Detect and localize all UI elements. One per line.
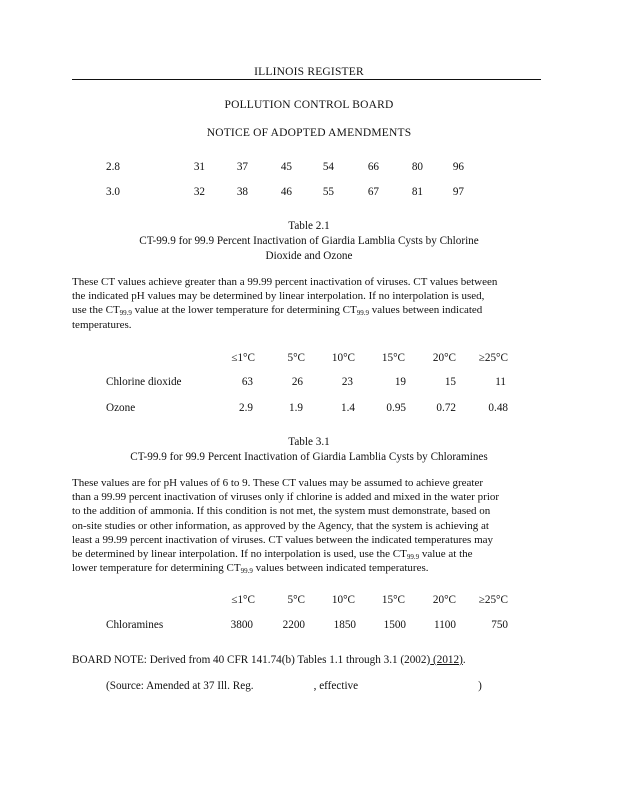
table-title-cont: Dioxide and Ozone — [265, 250, 353, 262]
board-note-text: BOARD NOTE: Derived from 40 CFR 141.74(b) Tables 1.1 through 3.1 (2002) — [72, 654, 431, 666]
para-line: on-site studies or other information, as approved by the Agency, that the system is achieving at — [72, 519, 489, 532]
row-label: Chloramines — [106, 619, 164, 631]
table-cell: 66 — [367, 161, 379, 173]
source-text: (Source: Amended at 37 Ill. Reg. — [106, 680, 254, 692]
table-cell: 1850 — [333, 619, 356, 631]
column-header: 5°C — [287, 352, 305, 364]
table-row — [0, 619, 618, 635]
para-line: temperatures. — [72, 318, 132, 331]
column-header: 15°C — [381, 594, 405, 606]
table-cell: 63 — [241, 376, 253, 388]
table-title: CT-99.9 for 99.9 Percent Inactivation of Giardia Lamblia Cysts by Chlorine — [139, 235, 479, 247]
para-line: These values are for pH values of 6 to 9. These CT values may be assumed to achieve greater — [72, 477, 484, 489]
table-header-row — [0, 352, 618, 368]
board-note-inserted: (2012) — [430, 654, 463, 666]
table-cell: 0.48 — [488, 402, 508, 414]
para-text: values between indicated — [368, 304, 483, 317]
column-header: ≥25°C — [478, 594, 508, 606]
table-cell: 46 — [280, 186, 292, 198]
table21-paragraph — [72, 275, 540, 332]
para-text: lower temperature for determining CT — [72, 562, 241, 575]
row-label: 3.0 — [106, 186, 120, 198]
notice-title: NOTICE OF ADOPTED AMENDMENTS — [206, 127, 412, 139]
table-cell: 2.9 — [239, 402, 253, 414]
subscript: 99.9 — [119, 309, 132, 318]
table-cell: 2200 — [282, 619, 305, 631]
para-text: values between indicated temperatures. — [252, 562, 429, 575]
table-title: CT-99.9 for 99.9 Percent Inactivation of Giardia Lamblia Cysts by Chloramines — [130, 451, 488, 463]
column-header: 10°C — [331, 352, 355, 364]
para-line: least a 99.99 percent inactivation of viruses. CT values between the indicated temperatures may — [72, 533, 494, 546]
table-cell: 32 — [193, 186, 205, 198]
row-label: 2.8 — [106, 161, 120, 173]
table-cell: 1.9 — [289, 402, 303, 414]
header-rule — [72, 79, 541, 80]
table-cell: 3800 — [230, 619, 253, 631]
source-close: ) — [478, 680, 482, 692]
table-cell: 38 — [236, 186, 248, 198]
para-line — [72, 547, 540, 561]
table-caption: Table 2.1 — [288, 220, 330, 232]
table-cell: 19 — [394, 376, 406, 388]
para-line — [72, 561, 540, 575]
board-note — [72, 654, 466, 666]
table-cell: 31 — [193, 161, 205, 173]
para-line: the indicated pH values may be determined by linear interpolation. If no interpolation is used, — [72, 290, 485, 303]
row-label: Chlorine dioxide — [106, 376, 182, 388]
table-cell: 23 — [341, 376, 353, 388]
para-text: use the CT — [72, 304, 120, 317]
table-cell: 1500 — [383, 619, 406, 631]
table-cell: 55 — [322, 186, 334, 198]
table-cell: 96 — [452, 161, 464, 173]
para-line: These CT values achieve greater than a 99.99 percent inactivation of viruses. CT values between — [72, 276, 498, 288]
para-text: be determined by linear interpolation. If no interpolation is used, use the CT — [72, 548, 407, 561]
table-caption: Table 3.1 — [288, 436, 330, 448]
table-cell: 26 — [291, 376, 303, 388]
table-cell: 15 — [444, 376, 456, 388]
table31-paragraph — [72, 476, 540, 575]
para-text: value at the — [419, 548, 473, 561]
table-row — [0, 161, 618, 177]
column-header: 15°C — [381, 352, 405, 364]
subscript: 99.9 — [356, 309, 369, 318]
table-row — [0, 402, 618, 418]
column-header: 10°C — [331, 594, 355, 606]
table-cell: 67 — [367, 186, 379, 198]
row-label: Ozone — [106, 402, 136, 414]
table-row — [0, 376, 618, 392]
subscript: 99.9 — [406, 553, 420, 562]
para-text: value at the lower temperature for determining CT — [131, 304, 357, 317]
para-line: to the addition of ammonia. If this condition is not met, the system must demonstrate, based on — [72, 505, 491, 518]
column-header: 20°C — [432, 352, 456, 364]
table-row — [0, 186, 618, 202]
table-cell: 11 — [495, 376, 506, 388]
para-line: than a 99.99 percent inactivation of viruses only if chlorine is added and mixed in the water prior — [72, 491, 500, 504]
column-header: 20°C — [432, 594, 456, 606]
table-header-row — [0, 594, 618, 610]
source-effective: , effective — [313, 680, 359, 692]
board-name: POLLUTION CONTROL BOARD — [224, 99, 394, 111]
table-cell: 1.4 — [341, 402, 355, 414]
column-header: 5°C — [287, 594, 305, 606]
column-header: ≤1°C — [231, 594, 255, 606]
table-cell: 54 — [322, 161, 334, 173]
table-cell: 0.95 — [386, 402, 406, 414]
register-header: ILLINOIS REGISTER — [254, 66, 364, 78]
source-line — [106, 680, 482, 692]
para-line — [72, 303, 540, 317]
table-cell: 37 — [236, 161, 248, 173]
table-cell: 750 — [491, 619, 508, 631]
column-header: ≥25°C — [478, 352, 508, 364]
table-cell: 81 — [411, 186, 423, 198]
column-header: ≤1°C — [231, 352, 255, 364]
table-cell: 1100 — [434, 619, 456, 631]
table-cell: 97 — [452, 186, 464, 198]
table-cell: 0.72 — [436, 402, 456, 414]
table-cell: 80 — [411, 161, 423, 173]
table-cell: 45 — [280, 161, 292, 173]
board-note-period: . — [462, 654, 466, 666]
subscript: 99.9 — [240, 567, 253, 576]
